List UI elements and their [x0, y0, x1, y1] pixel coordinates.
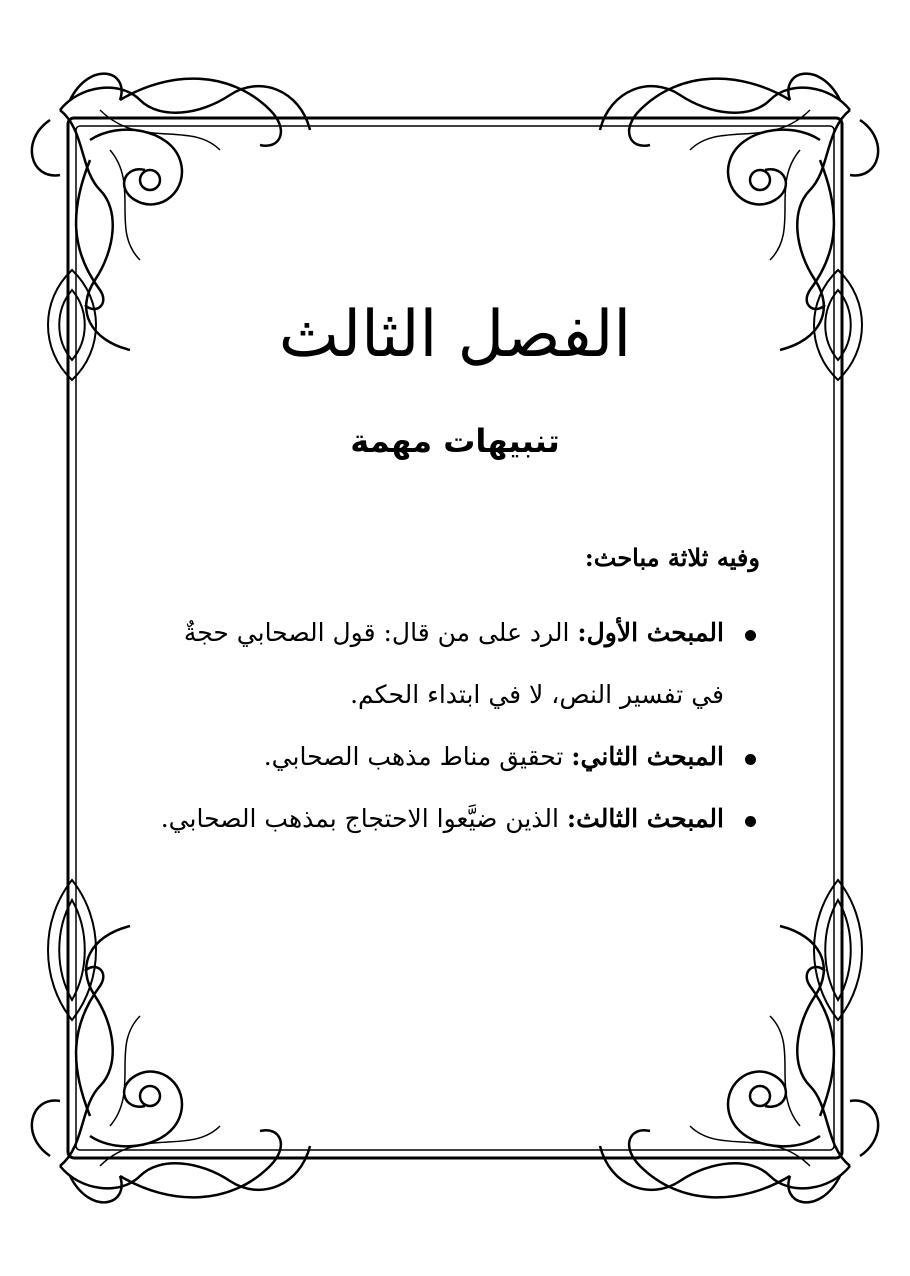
- intro-line: وفيه ثلاثة مباحث:: [584, 543, 760, 572]
- topic-lead: المبحث الثالث:: [566, 804, 724, 833]
- topic-lead: المبحث الأول:: [577, 618, 724, 647]
- bullet-icon: [745, 754, 756, 765]
- list-item: [150, 726, 760, 788]
- content: [150, 290, 760, 850]
- bullet-icon: [745, 816, 756, 827]
- chapter-title: الفصل الثالث: [278, 298, 632, 372]
- topics-list: [150, 602, 760, 850]
- bullet-icon: [745, 630, 756, 641]
- chapter-subtitle: تنبيهات مهمة: [350, 422, 560, 460]
- topic-text: الرد على من قال: قول الصحابي حجةٌ في تفسير النص، لا في ابتداء الحكم.: [183, 618, 724, 709]
- topic-lead: المبحث الثاني:: [571, 742, 724, 771]
- list-item: [150, 788, 760, 850]
- topic-text: تحقيق مناط مذهب الصحابي.: [263, 742, 572, 771]
- list-item: [150, 602, 760, 726]
- topic-text: الذين ضيَّعوا الاحتجاج بمذهب الصحابي.: [160, 804, 567, 833]
